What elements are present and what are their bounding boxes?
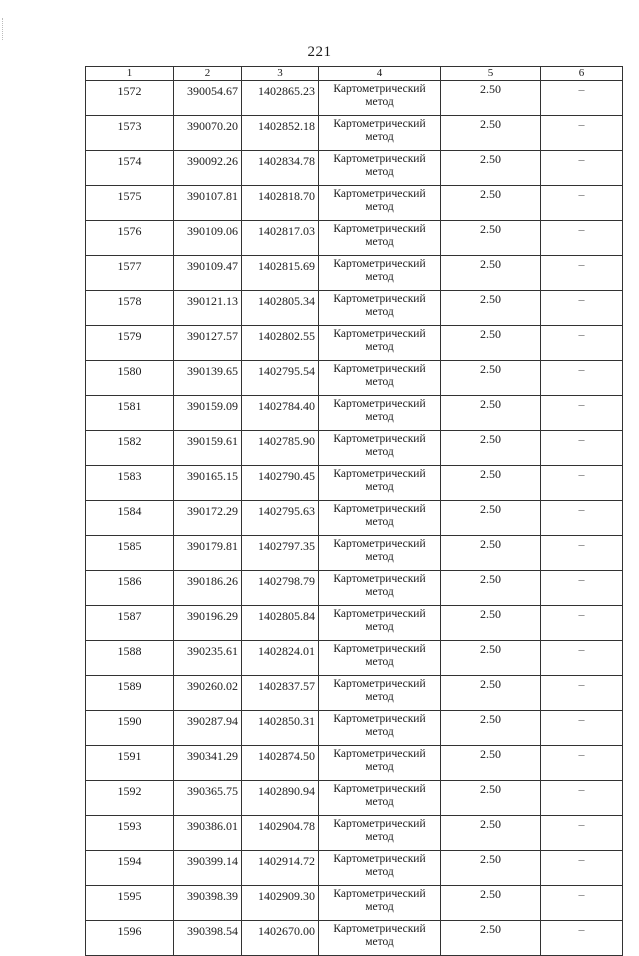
note-cell: – [541, 256, 623, 291]
method-line-1: Картометрический [333, 713, 426, 725]
method-line-1: Картометрический [333, 643, 426, 655]
table-row [86, 116, 623, 151]
method-line-2: метод [365, 306, 394, 318]
note-cell: – [541, 81, 623, 116]
point-number-cell: 1579 [86, 326, 174, 361]
y-coordinate-cell: 1402890.94 [242, 781, 319, 816]
note-cell: – [541, 221, 623, 256]
method-line-1: Картометрический [333, 748, 426, 760]
note-cell: – [541, 536, 623, 571]
accuracy-cell: 2.50 [441, 431, 541, 466]
note-cell: – [541, 431, 623, 466]
method-line-2: метод [365, 446, 394, 458]
method-line-2: метод [365, 901, 394, 913]
method-line-1: Картометрический [333, 468, 426, 480]
accuracy-cell: 2.50 [441, 641, 541, 676]
x-coordinate-cell: 390159.09 [174, 396, 242, 431]
y-coordinate-cell: 1402865.23 [242, 81, 319, 116]
point-number-cell: 1596 [86, 921, 174, 956]
point-number-cell: 1574 [86, 151, 174, 186]
method-cell [319, 221, 441, 256]
method-line-1: Картометрический [333, 328, 426, 340]
accuracy-cell: 2.50 [441, 361, 541, 396]
note-cell: – [541, 186, 623, 221]
method-cell [319, 256, 441, 291]
method-cell [319, 396, 441, 431]
column-header-3: 3 [242, 67, 319, 81]
note-cell: – [541, 816, 623, 851]
y-coordinate-cell: 1402802.55 [242, 326, 319, 361]
note-cell: – [541, 466, 623, 501]
table-row [86, 676, 623, 711]
accuracy-cell: 2.50 [441, 326, 541, 361]
x-coordinate-cell: 390179.81 [174, 536, 242, 571]
table-row [86, 921, 623, 956]
point-number-cell: 1584 [86, 501, 174, 536]
point-number-cell: 1585 [86, 536, 174, 571]
page-number: 221 [307, 44, 332, 60]
point-number-cell: 1591 [86, 746, 174, 781]
method-cell [319, 746, 441, 781]
point-number-cell: 1592 [86, 781, 174, 816]
method-line-1: Картометрический [333, 433, 426, 445]
method-line-2: метод [365, 621, 394, 633]
y-coordinate-cell: 1402850.31 [242, 711, 319, 746]
point-number-cell: 1588 [86, 641, 174, 676]
coordinates-table [85, 66, 623, 956]
note-cell: – [541, 676, 623, 711]
note-cell: – [541, 326, 623, 361]
accuracy-cell: 2.50 [441, 921, 541, 956]
method-cell [319, 466, 441, 501]
column-header-2: 2 [174, 67, 242, 81]
y-coordinate-cell: 1402837.57 [242, 676, 319, 711]
method-line-2: метод [365, 481, 394, 493]
accuracy-cell: 2.50 [441, 186, 541, 221]
method-line-2: метод [365, 166, 394, 178]
x-coordinate-cell: 390260.02 [174, 676, 242, 711]
method-line-2: метод [365, 726, 394, 738]
column-header-5: 5 [441, 67, 541, 81]
x-coordinate-cell: 390196.29 [174, 606, 242, 641]
method-line-2: метод [365, 341, 394, 353]
x-coordinate-cell: 390092.26 [174, 151, 242, 186]
y-coordinate-cell: 1402790.45 [242, 466, 319, 501]
method-line-2: метод [365, 551, 394, 563]
method-line-2: метод [365, 271, 394, 283]
method-line-1: Картометрический [333, 853, 426, 865]
x-coordinate-cell: 390127.57 [174, 326, 242, 361]
accuracy-cell: 2.50 [441, 221, 541, 256]
accuracy-cell: 2.50 [441, 291, 541, 326]
accuracy-cell: 2.50 [441, 711, 541, 746]
method-line-2: метод [365, 586, 394, 598]
table-row [86, 326, 623, 361]
x-coordinate-cell: 390107.81 [174, 186, 242, 221]
y-coordinate-cell: 1402798.79 [242, 571, 319, 606]
table-row [86, 501, 623, 536]
point-number-cell: 1593 [86, 816, 174, 851]
y-coordinate-cell: 1402805.34 [242, 291, 319, 326]
y-coordinate-cell: 1402805.84 [242, 606, 319, 641]
table-row [86, 536, 623, 571]
x-coordinate-cell: 390172.29 [174, 501, 242, 536]
table-row [86, 781, 623, 816]
y-coordinate-cell: 1402818.70 [242, 186, 319, 221]
method-line-2: метод [365, 131, 394, 143]
table-row [86, 851, 623, 886]
method-line-2: метод [365, 96, 394, 108]
note-cell: – [541, 571, 623, 606]
method-cell [319, 816, 441, 851]
x-coordinate-cell: 390139.65 [174, 361, 242, 396]
x-coordinate-cell: 390109.06 [174, 221, 242, 256]
point-number-cell: 1575 [86, 186, 174, 221]
y-coordinate-cell: 1402914.72 [242, 851, 319, 886]
table-row [86, 396, 623, 431]
point-number-cell: 1590 [86, 711, 174, 746]
accuracy-cell: 2.50 [441, 851, 541, 886]
scan-margin-mark [2, 18, 5, 40]
column-header-4: 4 [319, 67, 441, 81]
method-line-1: Картометрический [333, 153, 426, 165]
table-row [86, 151, 623, 186]
method-cell [319, 81, 441, 116]
column-header-1: 1 [86, 67, 174, 81]
method-cell [319, 641, 441, 676]
method-line-1: Картометрический [333, 678, 426, 690]
method-cell [319, 431, 441, 466]
method-line-2: метод [365, 201, 394, 213]
point-number-cell: 1594 [86, 851, 174, 886]
method-line-1: Картометрический [333, 188, 426, 200]
method-line-1: Картометрический [333, 258, 426, 270]
method-line-1: Картометрический [333, 398, 426, 410]
point-number-cell: 1576 [86, 221, 174, 256]
accuracy-cell: 2.50 [441, 571, 541, 606]
table-row [86, 641, 623, 676]
accuracy-cell: 2.50 [441, 886, 541, 921]
table-row [86, 361, 623, 396]
method-cell [319, 781, 441, 816]
x-coordinate-cell: 390159.61 [174, 431, 242, 466]
table-row [86, 256, 623, 291]
y-coordinate-cell: 1402795.54 [242, 361, 319, 396]
table-row [86, 606, 623, 641]
note-cell: – [541, 291, 623, 326]
y-coordinate-cell: 1402904.78 [242, 816, 319, 851]
table-row [86, 466, 623, 501]
y-coordinate-cell: 1402785.90 [242, 431, 319, 466]
note-cell: – [541, 886, 623, 921]
y-coordinate-cell: 1402852.18 [242, 116, 319, 151]
method-line-2: метод [365, 831, 394, 843]
method-line-2: метод [365, 761, 394, 773]
note-cell: – [541, 501, 623, 536]
accuracy-cell: 2.50 [441, 396, 541, 431]
point-number-cell: 1589 [86, 676, 174, 711]
method-line-2: метод [365, 656, 394, 668]
accuracy-cell: 2.50 [441, 151, 541, 186]
method-cell [319, 606, 441, 641]
y-coordinate-cell: 1402815.69 [242, 256, 319, 291]
method-line-2: метод [365, 411, 394, 423]
method-line-1: Картометрический [333, 573, 426, 585]
y-coordinate-cell: 1402795.63 [242, 501, 319, 536]
method-line-1: Картометрический [333, 223, 426, 235]
point-number-cell: 1582 [86, 431, 174, 466]
x-coordinate-cell: 390054.67 [174, 81, 242, 116]
method-line-2: метод [365, 236, 394, 248]
accuracy-cell: 2.50 [441, 501, 541, 536]
point-number-cell: 1581 [86, 396, 174, 431]
accuracy-cell: 2.50 [441, 466, 541, 501]
note-cell: – [541, 641, 623, 676]
method-cell [319, 151, 441, 186]
point-number-cell: 1580 [86, 361, 174, 396]
y-coordinate-cell: 1402784.40 [242, 396, 319, 431]
point-number-cell: 1595 [86, 886, 174, 921]
x-coordinate-cell: 390386.01 [174, 816, 242, 851]
table-row [86, 746, 623, 781]
method-cell [319, 536, 441, 571]
method-line-1: Картометрический [333, 293, 426, 305]
accuracy-cell: 2.50 [441, 781, 541, 816]
accuracy-cell: 2.50 [441, 606, 541, 641]
table-header [86, 67, 623, 81]
accuracy-cell: 2.50 [441, 116, 541, 151]
accuracy-cell: 2.50 [441, 256, 541, 291]
method-line-1: Картометрический [333, 363, 426, 375]
method-line-1: Картометрический [333, 118, 426, 130]
point-number-cell: 1577 [86, 256, 174, 291]
y-coordinate-cell: 1402797.35 [242, 536, 319, 571]
method-line-1: Картометрический [333, 783, 426, 795]
method-line-2: метод [365, 936, 394, 948]
method-line-2: метод [365, 866, 394, 878]
point-number-cell: 1586 [86, 571, 174, 606]
method-cell [319, 571, 441, 606]
table-body [86, 81, 623, 956]
method-cell [319, 886, 441, 921]
accuracy-cell: 2.50 [441, 536, 541, 571]
table-row [86, 81, 623, 116]
x-coordinate-cell: 390287.94 [174, 711, 242, 746]
x-coordinate-cell: 390165.15 [174, 466, 242, 501]
x-coordinate-cell: 390109.47 [174, 256, 242, 291]
y-coordinate-cell: 1402670.00 [242, 921, 319, 956]
note-cell: – [541, 151, 623, 186]
accuracy-cell: 2.50 [441, 676, 541, 711]
note-cell: – [541, 361, 623, 396]
method-cell [319, 361, 441, 396]
table-row [86, 291, 623, 326]
x-coordinate-cell: 390398.54 [174, 921, 242, 956]
table-row [86, 221, 623, 256]
x-coordinate-cell: 390341.29 [174, 746, 242, 781]
accuracy-cell: 2.50 [441, 81, 541, 116]
method-line-1: Картометрический [333, 538, 426, 550]
column-header-6: 6 [541, 67, 623, 81]
y-coordinate-cell: 1402909.30 [242, 886, 319, 921]
method-cell [319, 291, 441, 326]
table-row [86, 816, 623, 851]
method-line-1: Картометрический [333, 503, 426, 515]
x-coordinate-cell: 390186.26 [174, 571, 242, 606]
point-number-cell: 1572 [86, 81, 174, 116]
table-row [86, 571, 623, 606]
method-cell [319, 921, 441, 956]
table-row [86, 186, 623, 221]
method-line-2: метод [365, 691, 394, 703]
method-cell [319, 711, 441, 746]
method-line-1: Картометрический [333, 888, 426, 900]
method-line-2: метод [365, 796, 394, 808]
x-coordinate-cell: 390398.39 [174, 886, 242, 921]
note-cell: – [541, 606, 623, 641]
method-cell [319, 116, 441, 151]
note-cell: – [541, 396, 623, 431]
table-row [86, 711, 623, 746]
method-line-1: Картометрический [333, 83, 426, 95]
x-coordinate-cell: 390399.14 [174, 851, 242, 886]
y-coordinate-cell: 1402817.03 [242, 221, 319, 256]
note-cell: – [541, 921, 623, 956]
point-number-cell: 1583 [86, 466, 174, 501]
method-line-1: Картометрический [333, 923, 426, 935]
note-cell: – [541, 851, 623, 886]
method-line-1: Картометрический [333, 818, 426, 830]
y-coordinate-cell: 1402834.78 [242, 151, 319, 186]
header-row [86, 67, 623, 81]
point-number-cell: 1573 [86, 116, 174, 151]
point-number-cell: 1587 [86, 606, 174, 641]
note-cell: – [541, 116, 623, 151]
x-coordinate-cell: 390235.61 [174, 641, 242, 676]
method-cell [319, 186, 441, 221]
table-row [86, 886, 623, 921]
method-cell [319, 501, 441, 536]
accuracy-cell: 2.50 [441, 746, 541, 781]
table-row [86, 431, 623, 466]
method-cell [319, 676, 441, 711]
method-cell [319, 851, 441, 886]
method-cell [319, 326, 441, 361]
y-coordinate-cell: 1402824.01 [242, 641, 319, 676]
method-line-2: метод [365, 376, 394, 388]
note-cell: – [541, 746, 623, 781]
y-coordinate-cell: 1402874.50 [242, 746, 319, 781]
point-number-cell: 1578 [86, 291, 174, 326]
note-cell: – [541, 711, 623, 746]
note-cell: – [541, 781, 623, 816]
x-coordinate-cell: 390365.75 [174, 781, 242, 816]
x-coordinate-cell: 390121.13 [174, 291, 242, 326]
accuracy-cell: 2.50 [441, 816, 541, 851]
method-line-1: Картометрический [333, 608, 426, 620]
x-coordinate-cell: 390070.20 [174, 116, 242, 151]
method-line-2: метод [365, 516, 394, 528]
